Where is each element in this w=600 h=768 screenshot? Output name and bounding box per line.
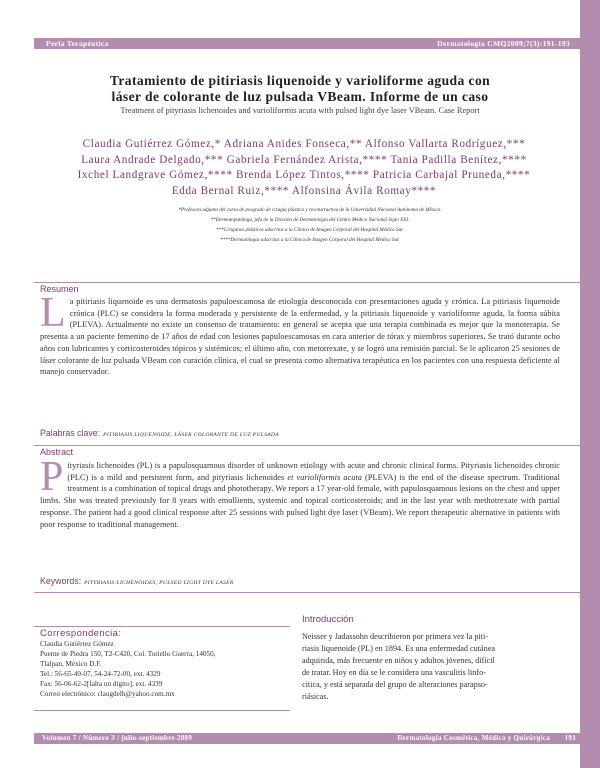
- title-line-1: Tratamiento de pitiriasis liquenoide y varioliforme aguda con: [109, 73, 491, 88]
- correspondence-top-rule: [34, 626, 290, 627]
- introduction-line: Neisser y Jadassohn describieron por primera vez la piti-: [302, 632, 488, 641]
- resumen-rule: [34, 282, 580, 283]
- correspondence-heading: Correspondencia:: [40, 628, 122, 639]
- keywords-label: Keywords:: [40, 576, 82, 586]
- correspondence-email[interactable]: Correo electrónico: claugdelh@yahoo.com.mx: [40, 690, 175, 698]
- correspondence-line: Tel.: 56-65-49-07, 54-24-72-00, ext. 4329: [40, 670, 161, 678]
- author-list: [34, 137, 574, 199]
- affiliation-line: ***Cirujanos plásticos adscritos a la Clínica de Imagen Corporal del Hospital Médica Sur.: [216, 226, 404, 233]
- title-line-2: láser de colorante de luz pulsada VBeam. Informe de un caso: [111, 89, 489, 104]
- abstract-dropcap: P: [40, 454, 64, 500]
- palabras-clave-label: Palabras clave:: [40, 428, 101, 438]
- introduction-line: adquirida, más frecuente en niños y adultos jóvenes, difícil: [302, 656, 495, 666]
- author-line: Laura Andrade Delgado,*** Gabriela Fernández Arista,**** Tania Padilla Benítez,****: [81, 153, 527, 166]
- resumen-dropcap: L: [40, 290, 66, 336]
- footer-band: [34, 733, 580, 744]
- abstract-rule: [34, 445, 580, 446]
- keywords-value: PITYRIASIS LICHENOIDES, PULSED LIGHT DYE LASER: [84, 580, 234, 586]
- article-subtitle: Treatment of pityriasis lichenoides and varioliformis acuta with pulsed light dye laser VBeam. Case Report: [120, 106, 480, 115]
- abstract-text-italic: et varioliformis acuta: [287, 472, 362, 482]
- correspondence-line: Claudia Gutiérrez Gómez: [40, 640, 114, 648]
- affiliation-line: **Dermatopatóloga, jefa de la División de Dermatología del Centro Médico Nacional Siglo XXI.: [210, 216, 410, 223]
- abstract-heading: Abstract: [40, 447, 74, 457]
- affiliation-line: ****Dermatólogas adscritas a la Clínica de Imagen Corporal del Hospital Médica Sur.: [220, 236, 400, 243]
- side-accent-bar: [580, 0, 600, 768]
- resumen-heading: Resumen: [40, 284, 79, 294]
- correspondence-bottom-rule: [34, 710, 290, 711]
- resumen-keywords: [40, 428, 279, 438]
- author-line: Edda Bernal Ruiz,**** Alfonsina Ávila Romay****: [171, 184, 437, 197]
- resumen-text: a pitiriasis liquenoide es una dermatosis papuloescamosa de etiología desconocida con presentaciones aguda y crónica. La pitiriasis liquenoide crónica (PLC) se considera la forma moderada y persistente de la enfermedad, y la pitiriasis liquenoide y varioliforme aguda, la forma súbita (PLEVA). Actualmente no existe un consenso de tratamiento: en general se acepta que una terapia combinada es mejor que la monoterapia. Se presenta a un paciente femenino de 17 años de edad con lesiones papuloescamosas en cara anterior de tórax y miembros superiores. Se trató durante ocho años con lubricantes y corticosteroides tópicos y sistémicos; el último año, con metotrexate, y se logró una remisión parcial. Se le aplicaron 25 sesiones de láser colorante de luz pulsada VBeam con curación clínica, el cual se presenta como alternativa terapéutica en los pacientes con una respuesta deficiente al manejo conservador.: [40, 297, 560, 377]
- author-line: Ixchel Landgrave Gómez,**** Brenda López Tintos,**** Patricia Carbajal Pruneda,****: [77, 169, 531, 182]
- abstract-end-rule: [34, 592, 580, 593]
- page-number: 191: [564, 734, 576, 742]
- correspondence-line: Puente de Piedra 150, T2-C420, Col. Toriello Guerra, 14050,: [40, 650, 216, 658]
- abstract-keywords: [40, 576, 234, 586]
- introduction-line: riásicas.: [302, 692, 329, 702]
- header-band: [34, 38, 580, 49]
- author-line: Claudia Gutiérrez Gómez,* Adriana Anides Fonseca,** Alfonso Vallarta Rodríguez,***: [82, 138, 526, 150]
- introduction-line: cítica, y está separada del grupo de alteraciones parapso-: [302, 680, 488, 690]
- palabras-clave-value: PITIRIASIS LIQUENOIDE, LÁSER COLORANTE DE LUZ PULSADA: [103, 432, 279, 438]
- footer-journal: Dermatología Cosmética, Médica y Quirúrgica: [397, 734, 550, 742]
- affiliation-line: *Profesora adjunta del curso de posgrado de cirugía plástica y reconstructiva de la Universidad Nacional Autónoma de México.: [178, 207, 442, 213]
- article-title: [40, 73, 560, 105]
- correspondence-box: [40, 628, 280, 699]
- abstract-text-2: (PLEVA) is the end of the disease spectrum. Traditional treatment is a combination of topical drugs and phototherapy. We report a 17 year-old female, with papulosquamous lesions on the chest and upper limbs. She was treated previously for 8 years with emollients, systemic and topical corticosteroids; and in the last year with methotrexate with partial response. The patient had a good clinical response after 25 sessions with pulsed light dye laser (VBeam). We report therapeutic alternative in patients with poor response to traditional management.: [40, 472, 560, 529]
- footer-volume: Volumen 7 / Número 3 / julio-septiembre 2009: [42, 734, 193, 742]
- correspondence-line: Fax: 56-06-62-2[falta un dígito], ext. 4339: [40, 680, 163, 688]
- abstract-text-1: ityriasis lichenoides (PL) is a papulosquamous disorder of unknown etiology with acute and chronic clinical forms. Pityriasis lichenoides chronic (PLC) is a mild and persistent form, and pityriasis lichenoides: [67, 461, 560, 482]
- header-journal-ref: Dermatología CMQ2009;7(3):191-193: [437, 39, 570, 48]
- resumen-body: [40, 290, 560, 378]
- correspondence-line: Tlalpan, México D.F.: [40, 660, 102, 668]
- header-section: Perla Terapéutica: [46, 39, 109, 48]
- abstract-body: [40, 454, 560, 530]
- introduction-heading: Introducción: [302, 614, 354, 625]
- affiliation-list: [80, 206, 540, 246]
- introduction-column: [302, 614, 562, 704]
- introduction-line: de tratar. Hoy en día se le considera una vasculitis linfo-: [302, 668, 486, 678]
- introduction-line: riasis liquenoide (PL) en 1894. Es una enfermedad cutánea: [302, 644, 496, 654]
